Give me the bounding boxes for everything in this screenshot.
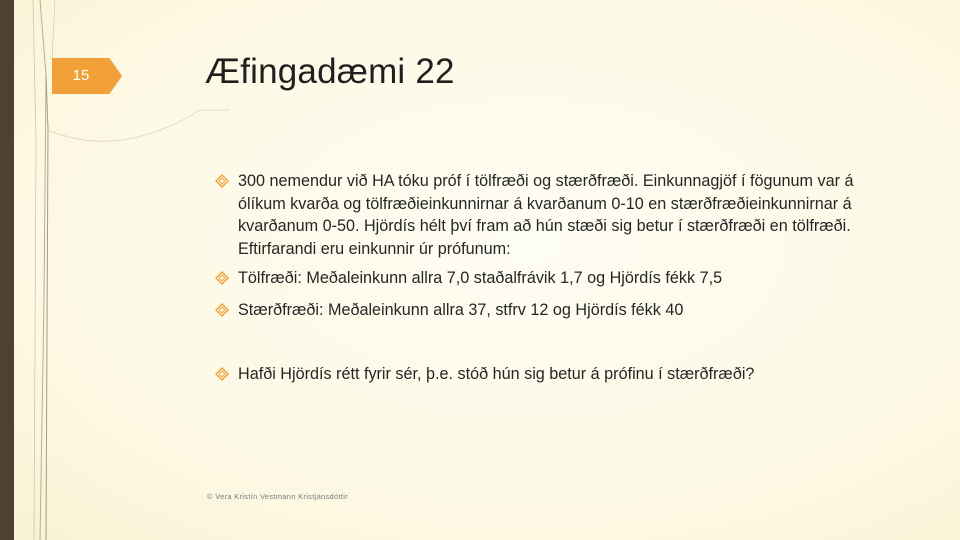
bullet-text: Stærðfræði: Meðaleinkunn allra 37, stfrv 12 og Hjördís fékk 40 xyxy=(238,301,684,319)
bullet-text: 300 nemendur við HA tóku próf í tölfræði og stærðfræði. Einkunnagjöf í fögunum var á ólíkum kvarða og tölfræðieinkunnirnar á kvarðanum 0-10 en stærðfræðieinkunnirnar á kvarðanum 0-50. Hjördís hélt því fram að hún stæði sig betur í stærðfræði en tölfræði. Eftirfarandi eru einkunnir úr prófunum: xyxy=(238,172,854,258)
footer-copyright: © Vera Kristín Vestmann Kristjánsdóttir xyxy=(207,492,349,501)
bullet-item xyxy=(215,170,905,260)
diamond-outline-icon xyxy=(215,303,229,317)
bullet-item xyxy=(215,299,905,322)
slide-number: 15 xyxy=(72,67,90,84)
bullet-text: Hafði Hjördís rétt fyrir sér, þ.e. stóð hún sig betur á prófinu í stærðfræði? xyxy=(238,365,755,383)
bullet-item xyxy=(215,267,905,290)
diamond-outline-icon xyxy=(215,174,229,188)
slide-title: Æfingadæmi 22 xyxy=(205,52,455,91)
bullet-text: Tölfræði: Meðaleinkunn allra 7,0 staðalfrávik 1,7 og Hjördís fékk 7,5 xyxy=(238,269,723,287)
diamond-outline-icon xyxy=(215,367,229,381)
bullet-item xyxy=(215,363,905,386)
diamond-outline-icon xyxy=(215,271,229,285)
